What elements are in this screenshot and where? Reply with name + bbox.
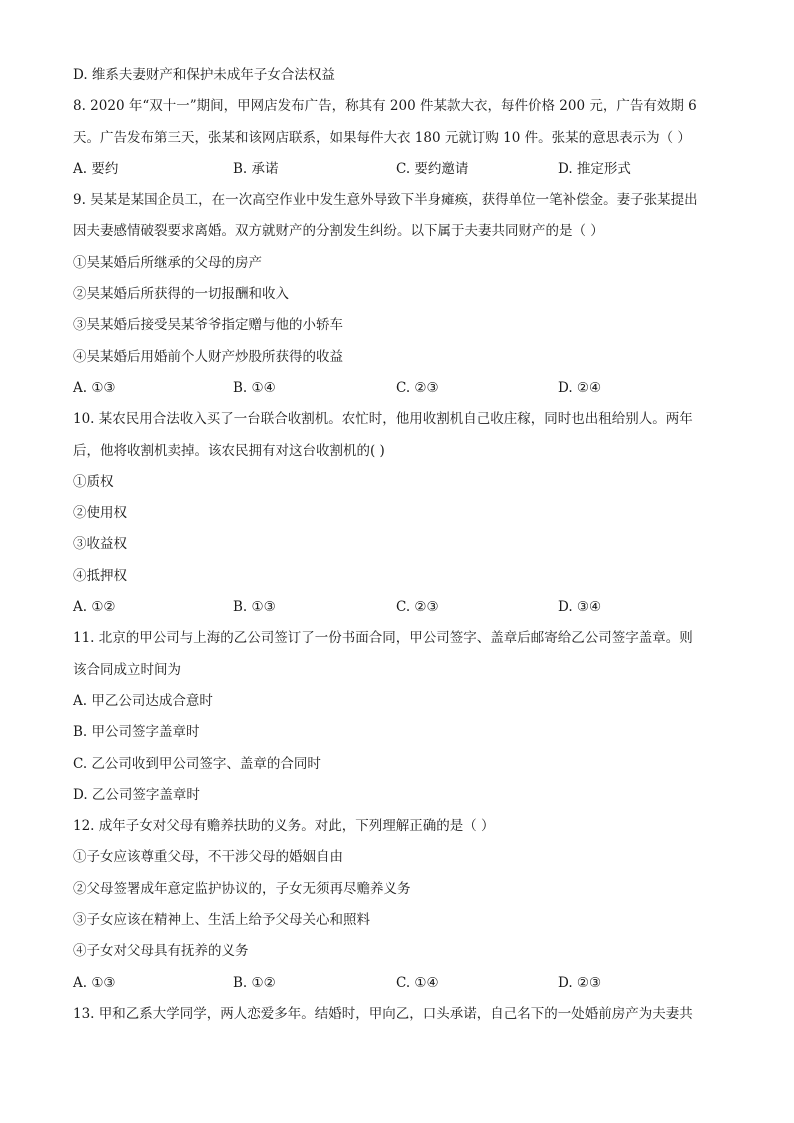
question-8-options — [73, 154, 723, 185]
question-10-options — [73, 592, 723, 623]
option-d: D. ②③ — [558, 974, 602, 991]
question-10-stem: 10. 某农民用合法收入买了一台联合收割机。农忙时，他用收割机自己收庄稼，同时也出租给别人。两年 — [73, 411, 693, 428]
statement-4: ④吴某婚后用婚前个人财产炒股所获得的收益 — [73, 348, 343, 365]
question-9-stem-cont: 因夫妻感情破裂要求离婚。双方就财产的分割发生纠纷。以下属于夫妻共同财产的是（ ） — [73, 223, 604, 240]
question-12-options — [73, 968, 723, 999]
question-9-stem: 9. 吴某是某国企员工，在一次高空作业中发生意外导致下半身瘫痪，获得单位一笔补偿金。妻子张某提出 — [73, 192, 698, 209]
statement-2: ②使用权 — [73, 505, 127, 522]
option-d: D. ③④ — [558, 599, 602, 616]
question-10-stem-cont: 后，他将收割机卖掉。该农民拥有对这台收割机的( ) — [73, 442, 385, 459]
option-d: D. 推定形式 — [558, 160, 631, 177]
option-b: B. 甲公司签字盖章时 — [73, 724, 200, 741]
option-c: C. ②③ — [396, 599, 439, 616]
option-line: D. 维系夫妻财产和保护未成年子女合法权益 — [73, 67, 335, 83]
option-a: A. ①③ — [73, 379, 116, 396]
statement-4: ④抵押权 — [73, 567, 127, 584]
option-a: A. 要约 — [73, 160, 119, 177]
option-b: B. ①③ — [233, 599, 276, 616]
option-b: B. 承诺 — [233, 160, 279, 177]
statement-1: ①子女应该尊重父母，不干涉父母的婚姻自由 — [73, 849, 343, 866]
document-page — [73, 60, 723, 1030]
question-11-stem: 11. 北京的甲公司与上海的乙公司签订了一份书面合同，甲公司签字、盖章后邮寄给乙公司签字盖章。则 — [73, 630, 693, 647]
option-a: A. 甲乙公司达成合意时 — [73, 692, 213, 709]
question-8-stem-cont: 天。广告发布第三天，张某和该网店联系，如果每件大衣 180 元就订购 10 件。张某的意思表示为（ ） — [73, 129, 691, 146]
question-11-stem-cont: 该合同成立时间为 — [73, 661, 181, 678]
statement-1: ①吴某婚后所继承的父母的房产 — [73, 254, 262, 271]
option-a: A. ①② — [73, 599, 116, 616]
option-c: C. 乙公司收到甲公司签字、盖章的合同时 — [73, 755, 321, 772]
statement-3: ③子女应该在精神上、生活上给予父母关心和照料 — [73, 912, 370, 929]
statement-2: ②吴某婚后所获得的一切报酬和收入 — [73, 286, 289, 303]
question-8-stem: 8. 2020 年“双十一”期间，甲网店发布广告，称其有 200 件某款大衣，每件价格 200 元，广告有效期 6 — [73, 98, 697, 115]
option-b: B. ①② — [233, 974, 276, 991]
option-c: C. 要约邀请 — [396, 160, 469, 177]
question-9-options — [73, 373, 723, 404]
option-c: C. ①④ — [396, 974, 439, 991]
statement-4: ④子女对父母具有抚养的义务 — [73, 943, 249, 960]
option-c: C. ②③ — [396, 379, 439, 396]
option-d: D. ②④ — [558, 379, 602, 396]
option-b: B. ①④ — [233, 379, 276, 396]
question-13-stem: 13. 甲和乙系大学同学，两人恋爱多年。结婚时，甲向乙，口头承诺，自己名下的一处婚前房产为夫妻共 — [73, 1005, 693, 1022]
option-d: D. 乙公司签字盖章时 — [73, 786, 200, 803]
question-12-stem: 12. 成年子女对父母有赡养扶助的义务。对此，下列理解正确的是（ ） — [73, 818, 495, 835]
statement-2: ②父母签署成年意定监护协议的，子女无须再尽赡养义务 — [73, 880, 411, 897]
option-a: A. ①③ — [73, 974, 116, 991]
statement-1: ①质权 — [73, 473, 114, 490]
statement-3: ③收益权 — [73, 536, 127, 553]
statement-3: ③吴某婚后接受吴某爷爷指定赠与他的小轿车 — [73, 317, 343, 334]
